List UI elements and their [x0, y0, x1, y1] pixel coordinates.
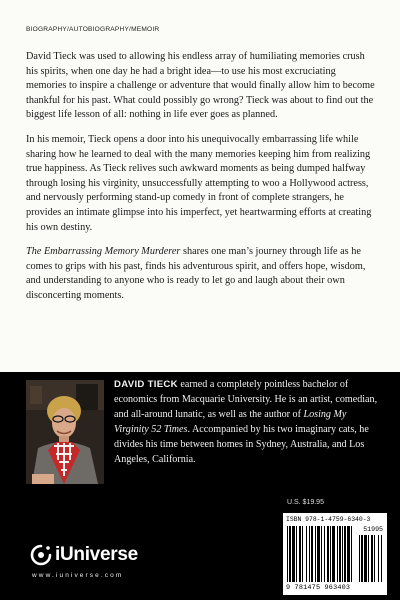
barcode-bar — [306, 526, 307, 582]
barcode-bar — [381, 535, 382, 582]
barcode-bar — [311, 526, 313, 582]
publisher-logo — [30, 544, 138, 566]
barcode-bar — [287, 526, 288, 582]
barcode-bar — [324, 526, 325, 582]
price-code: 51995 — [363, 526, 383, 533]
barcode-bar — [347, 526, 350, 582]
description-paragraph-3 — [26, 245, 376, 303]
author-photo — [26, 380, 104, 484]
barcode-bar — [330, 526, 331, 582]
barcode-bars — [283, 513, 387, 595]
barcode-digits: 9 781475 963403 — [286, 584, 351, 592]
barcode-bar — [351, 526, 352, 582]
barcode-bar — [371, 535, 373, 582]
category-label: BIOGRAPHY/AUTOBIOGRAPHY/MEMOIR — [26, 26, 160, 33]
iuniverse-swirl-icon — [30, 544, 52, 566]
barcode-bar — [368, 535, 369, 582]
barcode-bar — [364, 535, 367, 582]
barcode-bar — [361, 535, 363, 582]
description-paragraph-1: David Tieck was used to allowing his endless array of humiliating memories crush his spirits, when one day he had a bright idea—to use his most excruciating memories to inspire a challenge or adventure that would finally allow him to become thankful for his past. What could possibly go wrong? Tieck was about to find out the biggest life lesson of all: nothing in life ever goes as planned. — [26, 51, 375, 121]
publisher-name: iUniverse — [55, 544, 138, 565]
barcode-bar — [378, 535, 379, 582]
barcode-bar — [302, 526, 303, 582]
isbn-barcode — [283, 513, 387, 595]
description-paragraph-2: In his memoir, Tieck opens a door into his unequivocally embarrassing life while sharing how he learned to deal with the many memories keeping him from realizing true happiness. As Tieck relives such awkward moments as being dumped halfway through losing his virginity, unsuccessfully attempting to woo a Hollywood actress, and nervously performing stand-up comedy in front of complete strangers, he provides an intimate glimpse into his imperfect, yet heartwarming efforts at creating his own destiny. — [26, 133, 372, 233]
author-previous-book: Losing My Virginity 52 Times — [114, 408, 347, 435]
barcode-bar — [339, 526, 341, 582]
author-name: DAVID TIECK — [114, 379, 178, 390]
author-panel — [0, 372, 400, 600]
barcode-bar — [292, 526, 295, 582]
author-portrait-illustration — [26, 380, 104, 484]
book-title: The Embarrassing Memory Murderer — [26, 246, 181, 258]
barcode-bar — [344, 526, 346, 582]
isbn-label: ISBN 978-1-4759-6340-3 — [286, 516, 371, 523]
publisher-url: www.iuniverse.com — [32, 572, 124, 579]
book-description — [26, 50, 376, 314]
barcode-bar — [342, 526, 343, 582]
barcode-bar — [332, 526, 335, 582]
barcode-bar — [327, 526, 329, 582]
barcode-bar — [296, 526, 297, 582]
barcode-bar — [309, 526, 310, 582]
barcode-bar — [359, 535, 360, 582]
author-bio — [114, 378, 378, 467]
author-bio-text-b: . Accompanied by his two imaginary cats, he divides his time between homes in Sydney, Australia, and Los Angeles, California. — [114, 423, 369, 465]
author-bio-text-a: earned a completely pointless bachelor of economics from Macquarie University. He is an artist, comedian, and all-around lunatic, as well as the author of — [114, 379, 378, 420]
barcode-bar — [315, 526, 316, 582]
description-paragraph-3-text: shares one man’s journey through life as he comes to grips with his past, finds his adventurous spirit, and offers hope, wisdom, and understanding to anyone who is ready to let go and laugh about their own disconcerting moments. — [26, 246, 366, 301]
barcode-bar — [289, 526, 291, 582]
barcode-bar — [299, 526, 301, 582]
barcode-bar — [317, 526, 320, 582]
barcode-bar — [337, 526, 338, 582]
barcode-bar — [321, 526, 322, 582]
price-label: U.S. $19.95 — [287, 499, 324, 506]
barcode-bar — [374, 535, 375, 582]
